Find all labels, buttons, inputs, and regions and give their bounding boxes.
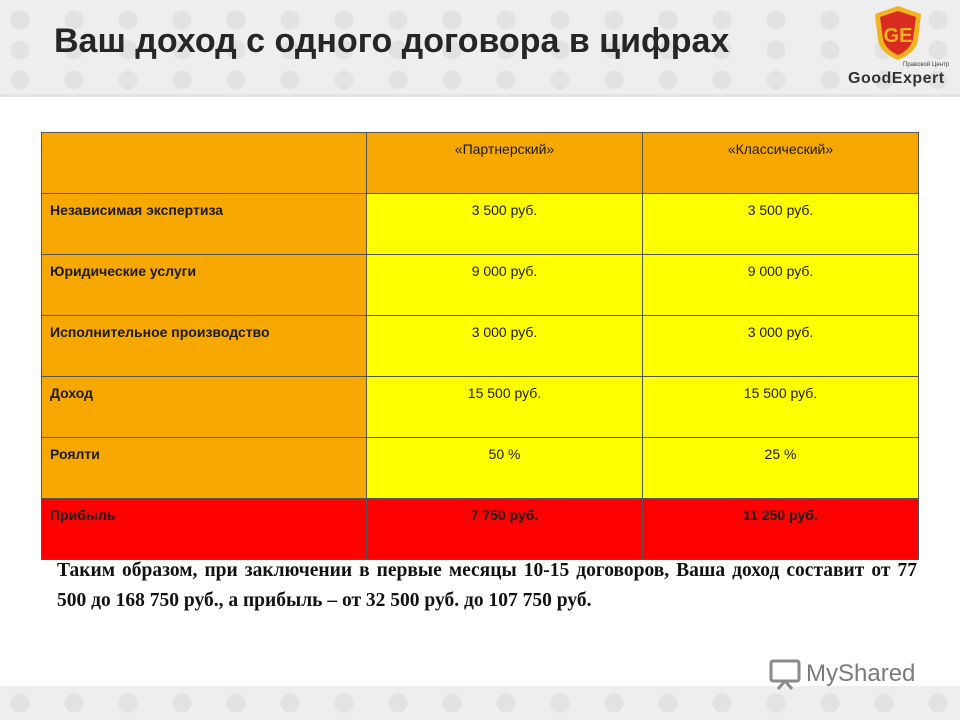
myshared-watermark	[768, 656, 915, 692]
row-label: Роялти	[42, 438, 367, 499]
table-row	[42, 438, 919, 499]
income-table	[41, 132, 919, 560]
watermark-text: MyShared	[806, 660, 916, 687]
table-row	[42, 377, 919, 438]
row-label: Исполнительное производство	[42, 316, 367, 377]
partner-value: 7 750 руб.	[367, 499, 643, 560]
column-header-classic: «Классический»	[643, 133, 919, 194]
partner-value: 9 000 руб.	[367, 255, 643, 316]
row-label: Независимая экспертиза	[42, 194, 367, 255]
table-header-row	[42, 133, 919, 194]
classic-value: 3 000 руб.	[643, 316, 919, 377]
table-row	[42, 316, 919, 377]
classic-value: 9 000 руб.	[643, 255, 919, 316]
partner-value: 15 500 руб.	[367, 377, 643, 438]
slide-title: Ваш доход с одного договора в цифрах	[54, 22, 730, 60]
logo-brand: GoodExpert	[848, 70, 945, 87]
shield-icon	[872, 4, 924, 62]
summary-paragraph: Таким образом, при заключении в первые месяцы 10-15 договоров, Ваша доход составит от 77 500 до 168 750 руб., а прибыль – от 32 500 руб. до 107 750 руб.	[57, 560, 917, 611]
table-row	[42, 255, 919, 316]
partner-value: 3 500 руб.	[367, 194, 643, 255]
goodexpert-logo	[848, 4, 952, 94]
table-row-profit	[42, 499, 919, 560]
partner-value: 50 %	[367, 438, 643, 499]
row-label: Доход	[42, 377, 367, 438]
row-label: Прибыль	[42, 499, 367, 560]
classic-value: 11 250 руб.	[643, 499, 919, 560]
table-row	[42, 194, 919, 255]
logo-mark: GE	[883, 25, 913, 47]
classic-value: 3 500 руб.	[643, 194, 919, 255]
classic-value: 25 %	[643, 438, 919, 499]
header-empty-cell	[42, 133, 367, 194]
logo-subtitle: Правовой Центр	[903, 62, 950, 68]
partner-value: 3 000 руб.	[367, 316, 643, 377]
row-label: Юридические услуги	[42, 255, 367, 316]
presentation-board-icon	[768, 657, 802, 691]
classic-value: 15 500 руб.	[643, 377, 919, 438]
column-header-partner: «Партнерский»	[367, 133, 643, 194]
